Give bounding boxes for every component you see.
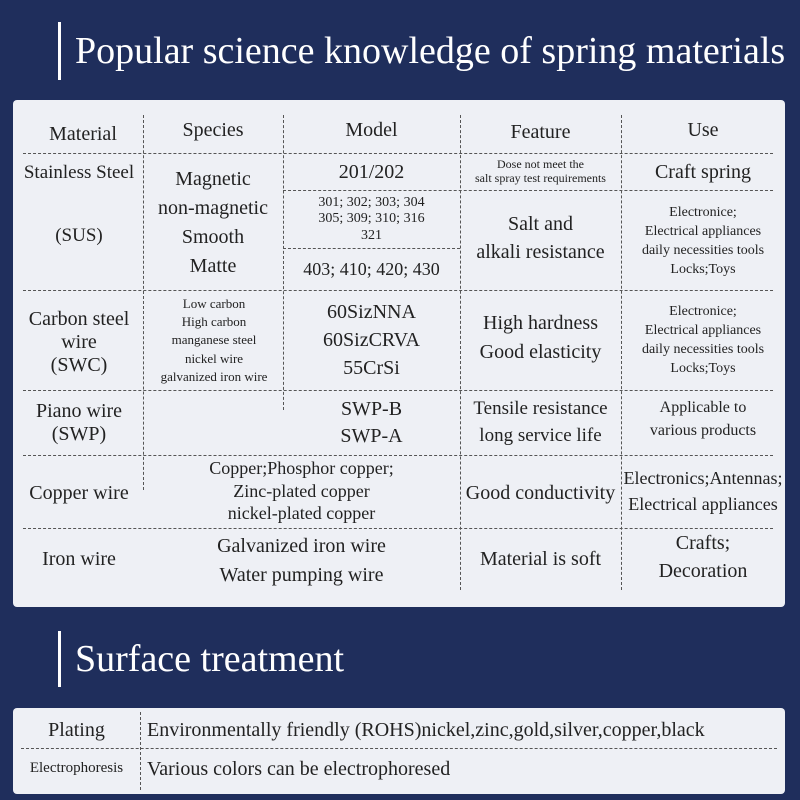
header-use: Use bbox=[687, 118, 719, 141]
use-stainless-b: Electronice; Electrical appliances daily necessities tools Locks;Toys bbox=[641, 205, 765, 277]
feature-piano: Tensile resistance long service life bbox=[473, 398, 608, 446]
model-piano: SWP-B SWP-A bbox=[340, 398, 403, 447]
row-divider bbox=[283, 190, 773, 191]
feature-carbon: High hardness Good elasticity bbox=[479, 311, 602, 363]
species-stainless: Magnetic non-magnetic Smooth Matte bbox=[158, 168, 268, 277]
title-bar bbox=[58, 22, 61, 80]
header-model: Model bbox=[345, 118, 398, 141]
model-stainless-a: 201/202 bbox=[338, 160, 405, 183]
title-bar bbox=[58, 631, 61, 687]
species-iron: Galvanized iron wire Water pumping wire bbox=[217, 535, 386, 586]
material-stainless: Stainless Steel (SUS) bbox=[23, 162, 135, 247]
page-title bbox=[58, 20, 785, 82]
use-copper: Electronics;Antennas; Electrical appliances bbox=[623, 467, 783, 514]
page-title-text: Popular science knowledge of spring materials bbox=[75, 30, 786, 72]
row-divider bbox=[283, 248, 460, 249]
feature-stainless-a: Dose not meet the salt spray test requirements bbox=[475, 157, 606, 185]
use-piano: Applicable to various products bbox=[649, 398, 757, 439]
surface-desc-electrophoresis: Various colors can be electrophoresed bbox=[147, 757, 451, 780]
section-title bbox=[58, 628, 344, 690]
col-divider bbox=[140, 712, 141, 790]
feature-iron: Material is soft bbox=[479, 547, 602, 570]
surface-name-plating: Plating bbox=[48, 718, 105, 741]
use-stainless-a: Craft spring bbox=[654, 160, 752, 183]
material-piano: Piano wire (SWP) bbox=[35, 400, 123, 445]
model-carbon: 60SizNNA 60SizCRVA 55CrSi bbox=[323, 301, 420, 379]
row-divider bbox=[21, 748, 777, 749]
species-carbon: Low carbon High carbon manganese steel nickel wire galvanized iron wire bbox=[160, 296, 268, 384]
surface-treatment-table bbox=[13, 708, 785, 794]
feature-copper: Good conductivity bbox=[465, 481, 616, 504]
species-copper: Copper;Phosphor copper; Zinc-plated copper nickel-plated copper bbox=[209, 458, 394, 524]
row-divider bbox=[23, 390, 773, 391]
use-carbon: Electronice; Electrical appliances daily necessities tools Locks;Toys bbox=[641, 304, 765, 376]
feature-stainless-b: Salt and alkali resistance bbox=[476, 213, 605, 263]
header-feature: Feature bbox=[510, 120, 571, 143]
surface-desc-plating: Environmentally friendly (ROHS)nickel,zinc,gold,silver,copper,black bbox=[147, 718, 705, 741]
spring-materials-table bbox=[13, 100, 785, 607]
model-stainless-c: 403; 410; 420; 430 bbox=[303, 258, 440, 279]
header-species: Species bbox=[182, 118, 244, 141]
use-iron: Crafts; Decoration bbox=[658, 532, 748, 582]
header-material: Material bbox=[49, 122, 117, 145]
material-carbon: Carbon steel wire (SWC) bbox=[28, 308, 130, 376]
material-iron: Iron wire bbox=[42, 547, 116, 570]
section-title-text: Surface treatment bbox=[75, 638, 345, 680]
surface-name-electrophoresis: Electrophoresis bbox=[29, 760, 124, 777]
material-copper: Copper wire bbox=[29, 481, 129, 504]
model-stainless-b: 301; 302; 303; 304 305; 309; 310; 316 321 bbox=[318, 195, 425, 243]
row-divider bbox=[23, 290, 773, 291]
